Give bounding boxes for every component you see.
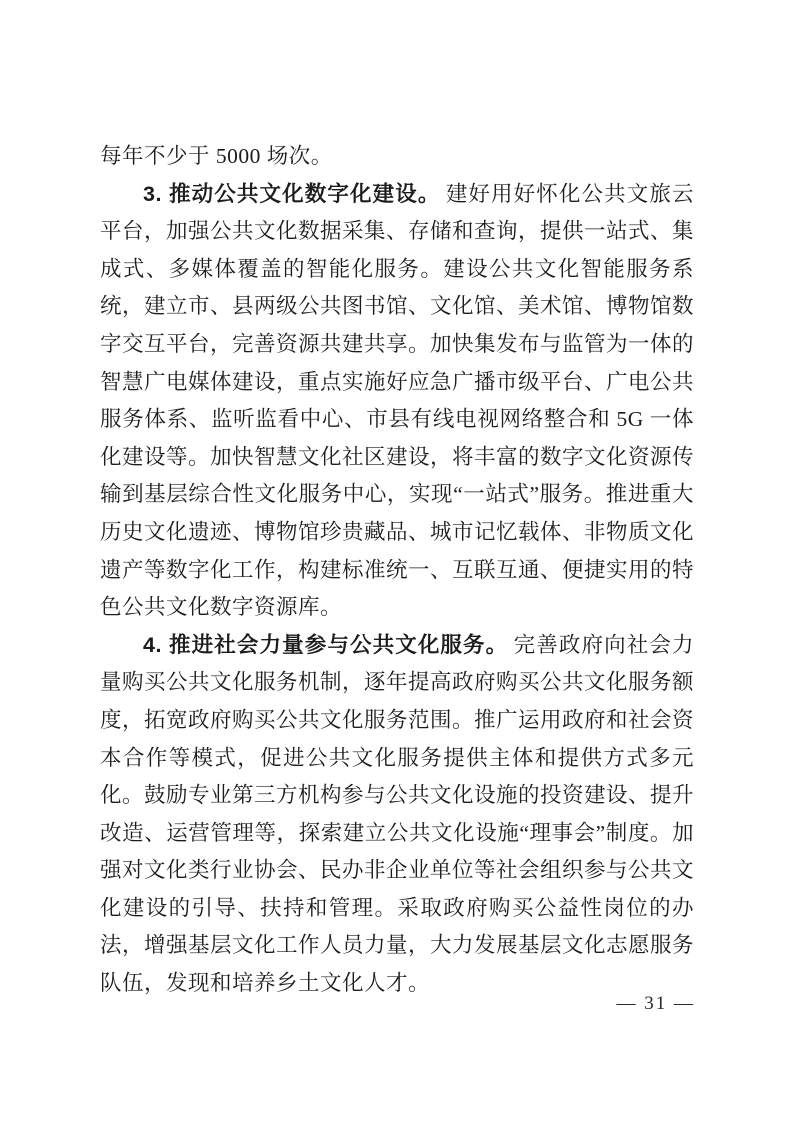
document-body xyxy=(100,138,694,1003)
paragraph-text: 建好用好怀化公共文旅云平台，加强公共文化数据采集、存储和查询，提供一站式、集成式、多媒体覆盖的智能化服务。建设公共文化智能服务系统，建立市、县两级公共图书馆、文化馆、美术馆、博物馆数字交互平台，完善资源共建共享。加快集发布与监管为一体的智慧广电媒体建设，重点实施好应急广播市级平台、广电公共服务体系、监听监看中心、市县有线电视网络整合和 5G 一体化建设等。加快智慧文化社区建设，将丰富的数字文化资源传输到基层综合性文化服务中心，实现“一站式”服务。推进重大历史文化遗迹、博物馆珍贵藏品、城市记忆载体、非物质文化遗产等数字化工作，构建标准统一、互联互通、便捷实用的特色公共文化数字资源库。 xyxy=(100,181,695,620)
paragraph-section-3 xyxy=(100,176,694,627)
paragraph-continuation xyxy=(100,138,694,176)
paragraph-section-4 xyxy=(100,627,694,1003)
paragraph-text: 完善政府向社会力量购买公共文化服务机制，逐年提高政府购买公共文化服务额度，拓宽政府购买公共文化服务范围。推广运用政府和社会资本合作等模式，促进公共文化服务提供主体和提供方式多元化。鼓励专业第三方机构参与公共文化设施的投资建设、提升改造、运营管理等，探索建立公共文化设施“理事会”制度。加强对文化类行业协会、民办非企业单位等社会组织参与公共文化建设的引导、扶持和管理。采取政府购买公益性岗位的办法，增强基层文化工作人员力量，大力发展基层文化志愿服务队伍，发现和培养乡土文化人才。 xyxy=(100,632,695,996)
section-heading: 3. 推动公共文化数字化建设。 xyxy=(143,181,441,206)
paragraph-text: 每年不少于 5000 场次。 xyxy=(100,144,333,168)
page-number: — 31 — xyxy=(616,993,695,1014)
section-heading: 4. 推进社会力量参与公共文化服务。 xyxy=(143,632,509,657)
